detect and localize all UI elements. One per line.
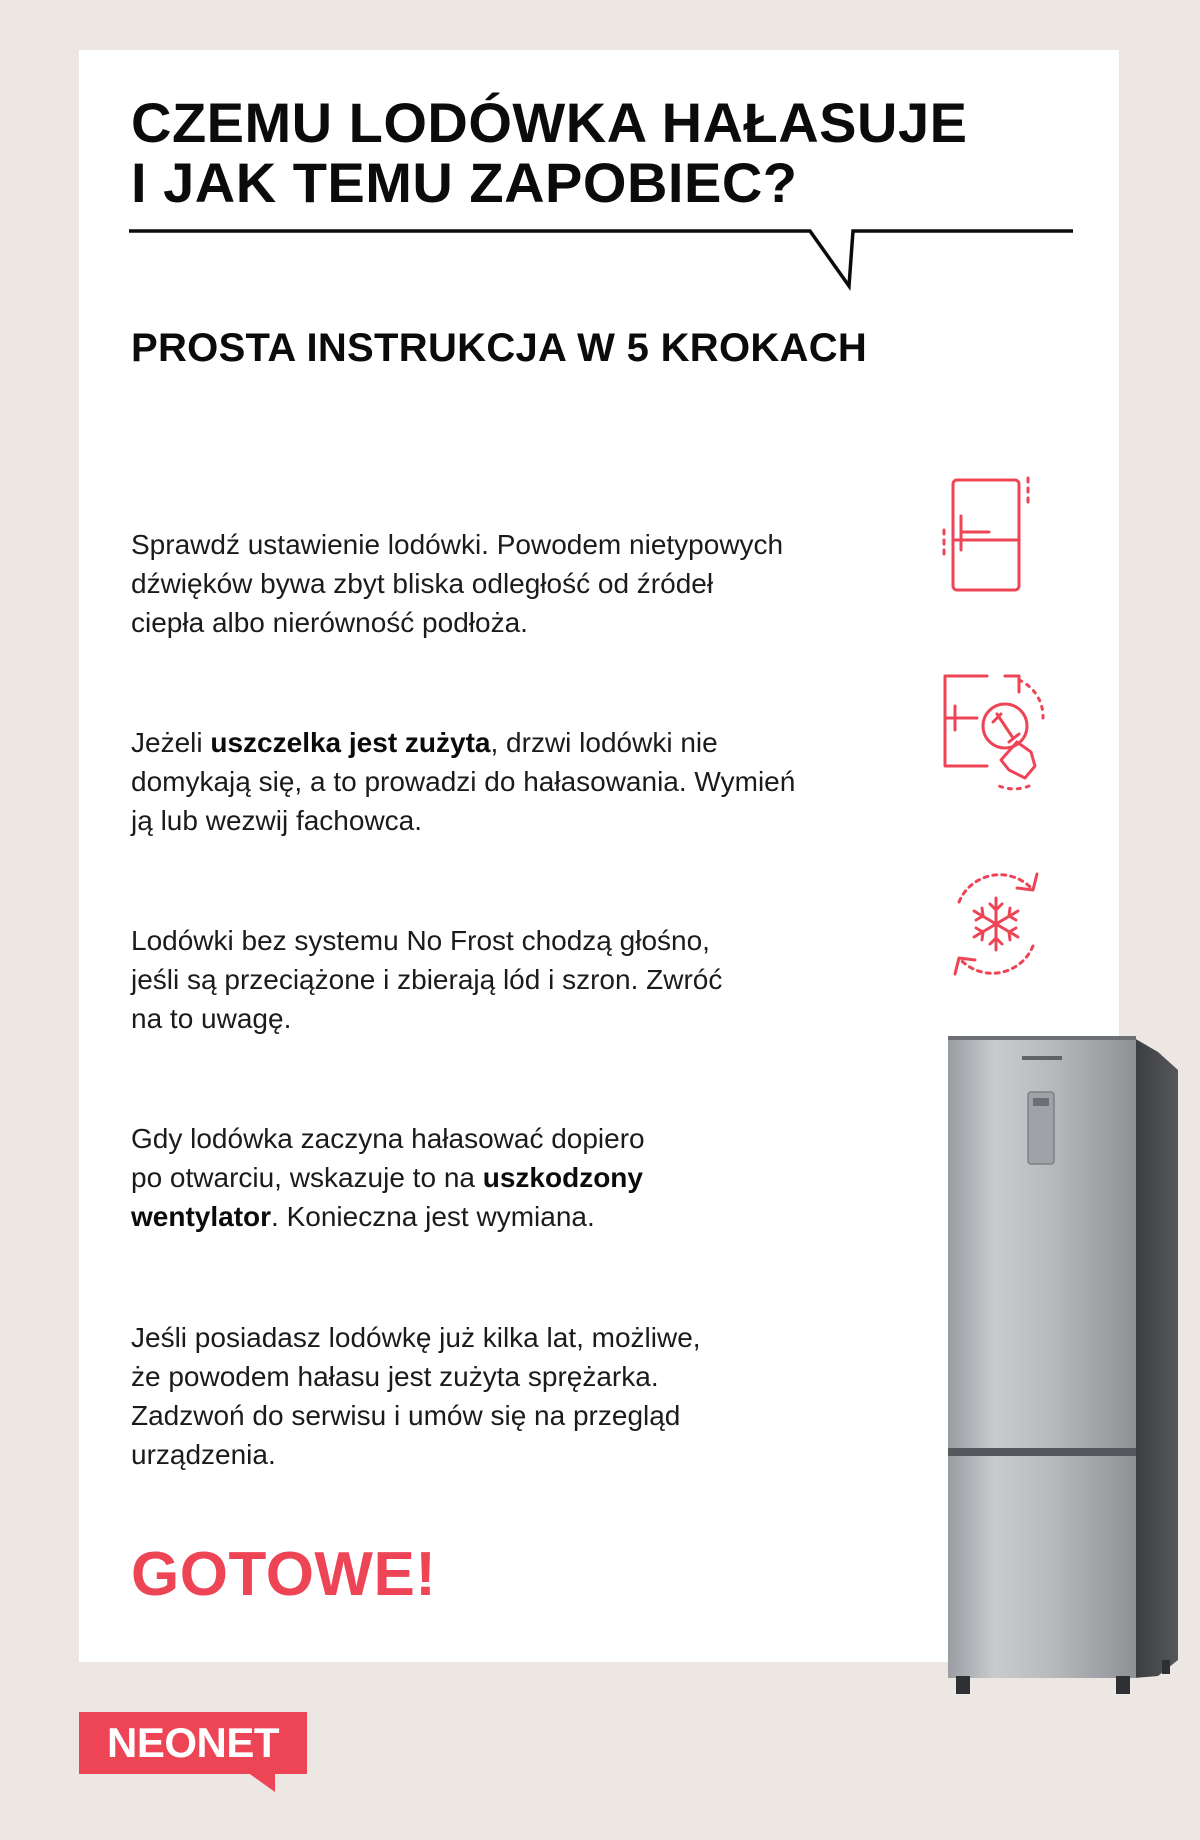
highlight-worn-seal: uszczelka jest zużyta: [210, 727, 491, 758]
fridge-product-image: [940, 1030, 1190, 1710]
title-line-1: CZEMU LODÓWKA HAŁASUJE: [131, 91, 968, 154]
done-heading: GOTOWE!: [131, 1540, 437, 1609]
highlight-fan: wentylator: [131, 1201, 272, 1232]
step-1-text: Sprawdź ustawienie lodówki. Powodem nietypowych dźwięków bywa zbyt bliska odległość od źródeł ciepła albo nierówność podłoża.: [131, 529, 784, 638]
step-2-text: Jeżeli uszczelka jest zużyta, drzwi lodówki nie domykają się, a to prowadzi do hałasowania. Wymień ją lub wezwij fachowca.: [131, 727, 796, 836]
neonet-logo-text: NEONET: [106, 1719, 279, 1766]
snowflake-cycle-icon: [941, 862, 1051, 986]
title-line-2: I JAK TEMU ZAPOBIEC?: [131, 151, 798, 214]
page-title: [131, 93, 967, 213]
step-4-text: Gdy lodówka zaczyna hałasować dopiero po otwarciu, wskazuje to na uszkodzony wentylator. Konieczna jest wymiana.: [131, 1123, 645, 1232]
step-5-text: Jeśli posiadasz lodówkę już kilka lat, możliwe, że powodem hałasu jest zużyta sprężarka. Zadzwoń do serwisu i umów się na przegląd urządzenia.: [131, 1322, 701, 1470]
fridge-outline-icon: [939, 474, 1039, 598]
speech-bubble-underline: [129, 220, 1073, 292]
step-3-text: Lodówki bez systemu No Frost chodzą głośno, jeśli są przeciążone i zbierają lód i szron. Zwróć na to uwagę.: [131, 925, 723, 1034]
section-subtitle: PROSTA INSTRUKCJA W 5 KROKACH: [131, 326, 868, 370]
highlight-damaged: uszkodzony: [482, 1162, 643, 1193]
fridge-repair-wrench-icon: [939, 670, 1059, 794]
